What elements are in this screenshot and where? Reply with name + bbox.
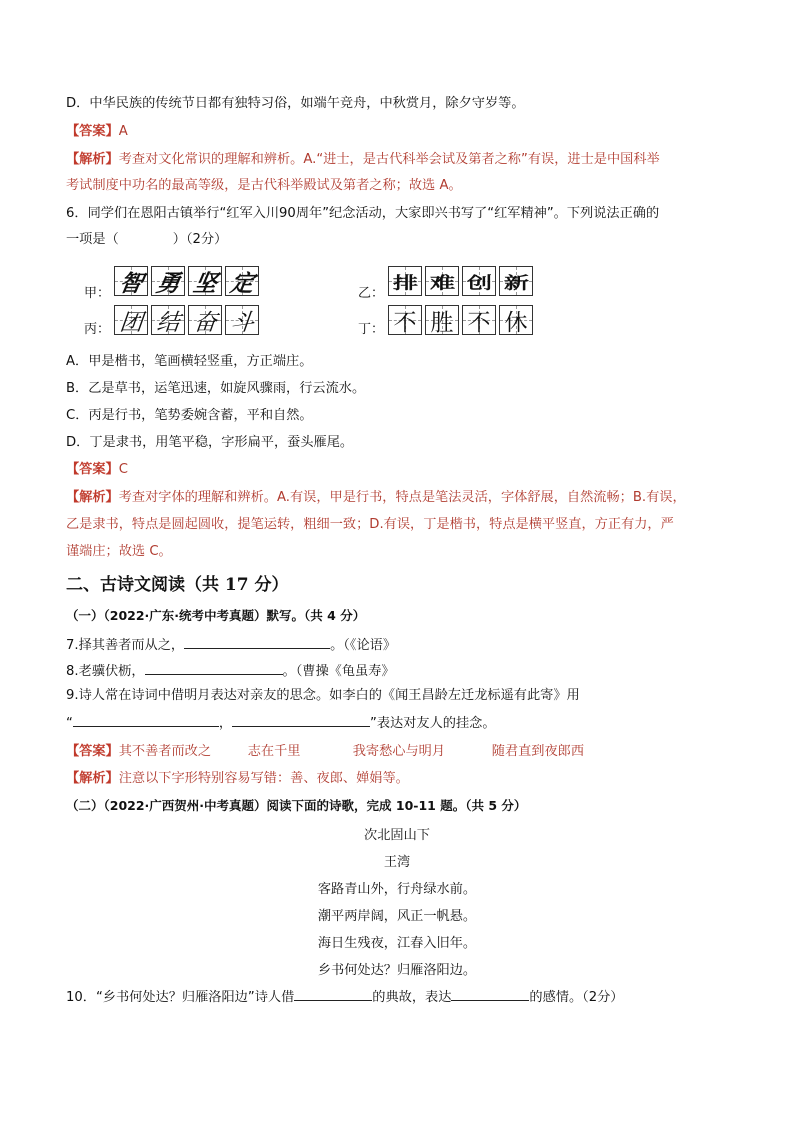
calligraphy-char: 坚 xyxy=(188,266,222,296)
answer-tag: 【答案】 xyxy=(66,744,119,759)
q6-analysis-line-3: 谨端庄；故选 C。 xyxy=(66,544,172,559)
q6-analysis-line-2: 乙是隶书，特点是圆起圆收，提笔运转，粗细一致；D.有误，丁是楷书，特点是横平竖直，方正有力，严 xyxy=(66,517,674,532)
calligraphy-char: 排 xyxy=(388,266,422,296)
q9-line-2 xyxy=(66,712,496,734)
q5-analysis-line-1 xyxy=(66,150,660,170)
label-bing: 丙： xyxy=(84,322,111,337)
analysis-tag: 【解析】 xyxy=(66,152,119,167)
part2-title: （二）（2022·广西贺州·中考真题）阅读下面的诗歌，完成 10-11 题。（共 5 分） xyxy=(66,798,527,813)
calligraphy-char: 不 xyxy=(388,305,422,335)
q6-stem-prefix: 一项是（ xyxy=(66,232,119,247)
q6-answer-line xyxy=(66,460,128,480)
calligraphy-char: 奋 xyxy=(188,305,222,335)
label-yi: 乙： xyxy=(358,286,385,301)
analysis-text: 注意以下字形特别容易写错：善、夜郎、婵娟等。 xyxy=(118,771,409,786)
calligraphy-char: 斗 xyxy=(225,305,259,335)
calligraphy-char: 新 xyxy=(499,266,533,296)
calligraphy-char: 胜 xyxy=(425,305,459,335)
part1-analysis-line xyxy=(66,769,409,789)
comma: ， xyxy=(218,716,233,731)
calligraphy-char: 休 xyxy=(499,305,533,335)
section-title: 二、古诗文阅读（共 17 分） xyxy=(66,575,289,595)
q6-stem-suffix: ）（2分） xyxy=(172,232,228,247)
calligraphy-bing xyxy=(114,305,259,335)
q8-suffix: 。（曹操《龟虽寿》 xyxy=(282,664,395,679)
q6-option-a: A．甲是楷书，笔画横轻竖重，方正端庄。 xyxy=(66,354,313,369)
q7-line xyxy=(66,634,396,656)
poem-line: 客路青山外，行舟绿水前。 xyxy=(317,882,477,897)
calligraphy-char: 创 xyxy=(462,266,496,296)
q6-stem-1: 6．同学们在恩阳古镇举行“红军入川90周年”纪念活动，大家即兴书写了“红军精神”。下列说法正确的 xyxy=(66,206,660,221)
q6-option-c: C．丙是行书，笔势委婉含蓄，平和自然。 xyxy=(66,408,313,423)
close-quote-text: ”表达对友人的挂念。 xyxy=(370,716,496,731)
calligraphy-char: 智 xyxy=(114,266,148,296)
calligraphy-ding xyxy=(388,305,533,335)
answer-tag: 【答案】 xyxy=(66,124,119,139)
answer-item: 随君直到夜郎西 xyxy=(491,744,585,759)
poem-line: 潮平两岸阔，风正一帆悬。 xyxy=(317,909,477,924)
q10-line xyxy=(66,986,624,1008)
answer-item: 志在千里 xyxy=(247,744,301,759)
calligraphy-yi xyxy=(388,266,533,296)
q8-blank[interactable] xyxy=(145,660,283,675)
label-ding: 丁： xyxy=(358,322,385,337)
q5-analysis-line-2: 考试制度中功名的最高等级，是古代科举殿试及第者之称；故选 A。 xyxy=(66,178,462,193)
part1-title: （一）（2022·广东·统考中考真题）默写。（共 4 分） xyxy=(66,608,366,623)
q10-middle: 的典故，表达 xyxy=(372,990,452,1005)
q10-suffix: 的感情。（2分） xyxy=(529,990,624,1005)
calligraphy-char: 团 xyxy=(114,305,148,335)
poem-line: 海日生残夜，江春入旧年。 xyxy=(317,936,477,951)
calligraphy-char: 不 xyxy=(462,305,496,335)
q5-answer-line xyxy=(66,122,128,142)
calligraphy-jia xyxy=(114,266,259,296)
poem-title: 次北固山下 xyxy=(364,828,430,843)
q7-blank[interactable] xyxy=(184,634,330,649)
answer-value: C xyxy=(118,462,128,477)
calligraphy-char: 定 xyxy=(225,266,259,296)
q6-option-d: D．丁是隶书，用笔平稳，字形扁平，蚕头雁尾。 xyxy=(66,435,354,450)
q10-blank-1[interactable] xyxy=(294,986,372,1001)
calligraphy-char: 勇 xyxy=(151,266,185,296)
calligraphy-char: 难 xyxy=(425,266,459,296)
answer-item: 我寄愁心与明月 xyxy=(352,744,446,759)
analysis-tag: 【解析】 xyxy=(66,490,119,505)
poem-line: 乡书何处达？归雁洛阳边。 xyxy=(317,963,477,978)
analysis-text: 考查对字体的理解和辨析。A.有误，甲是行书，特点是笔法灵活，字体舒展，自然流畅；B.有误， xyxy=(118,490,686,505)
q7-prefix: 7.择其善者而从之， xyxy=(66,638,185,653)
q9-blank-1[interactable] xyxy=(73,712,219,727)
answer-value: A xyxy=(118,124,128,139)
part1-answer-line xyxy=(66,742,584,762)
calligraphy-char: 结 xyxy=(151,305,185,335)
q10-prefix: 10．“乡书何处达？归雁洛阳边”诗人借 xyxy=(66,990,295,1005)
q9-line-1: 9.诗人常在诗词中借明月表达对亲友的思念。如李白的《闻王昌龄左迁龙标遥有此寄》用 xyxy=(66,688,580,703)
q6-stem-2 xyxy=(66,230,227,250)
analysis-tag: 【解析】 xyxy=(66,771,119,786)
q6-analysis-line-1 xyxy=(66,488,686,508)
q5-option-d: D．中华民族的传统节日都有独特习俗，如端午竞舟，中秋赏月，除夕守岁等。 xyxy=(66,96,525,111)
q7-suffix: 。（《论语》 xyxy=(330,638,397,653)
q10-blank-2[interactable] xyxy=(451,986,529,1001)
q8-prefix: 8.老骥伏枥， xyxy=(66,664,145,679)
analysis-text: 考查对文化常识的理解和辨析。A.“进士，是古代科举会试及第者之称”有误，进士是中国科举 xyxy=(118,152,660,167)
label-jia: 甲： xyxy=(84,286,111,301)
q6-option-b: B．乙是草书，运笔迅速，如旋风骤雨，行云流水。 xyxy=(66,381,366,396)
answer-tag: 【答案】 xyxy=(66,462,119,477)
q9-blank-2[interactable] xyxy=(232,712,370,727)
open-quote: “ xyxy=(66,716,73,731)
answer-item: 其不善者而改之 xyxy=(118,744,212,759)
poem-author: 王湾 xyxy=(383,855,411,870)
q8-line xyxy=(66,660,395,682)
